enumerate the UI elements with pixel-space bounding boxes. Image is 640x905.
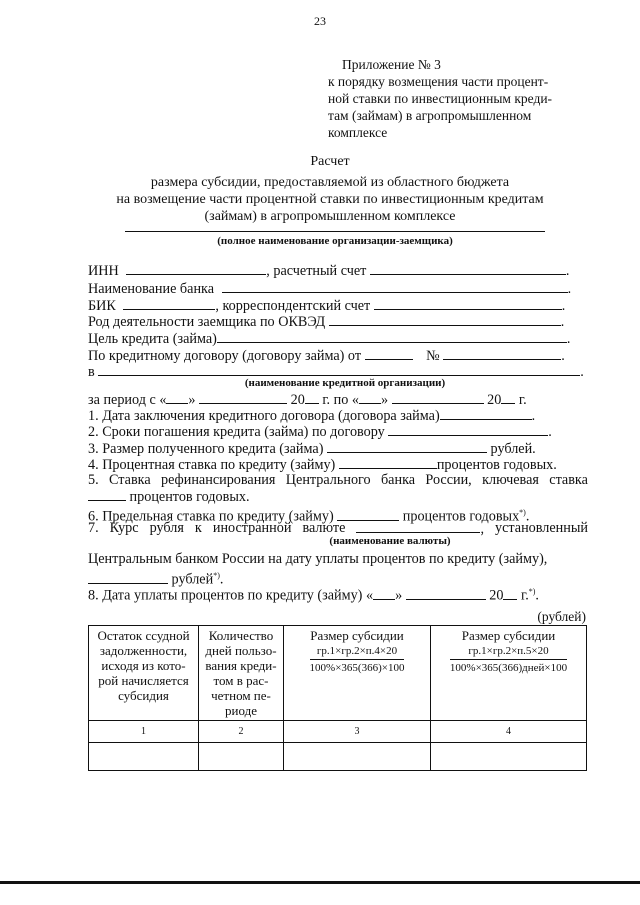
- bik-row: БИК , корреспондентский счет .: [88, 298, 566, 314]
- document-title: [60, 153, 600, 225]
- item-3-label: 3. Размер полученного кредита (займа): [88, 441, 324, 457]
- unit-label: (рублей): [537, 609, 586, 624]
- bank-name-field[interactable]: [222, 280, 568, 293]
- year-prefix: 20: [487, 392, 502, 408]
- appendix-line: там (займам) в агропромышленном: [328, 108, 532, 123]
- item-8-label: 8. Дата уплаты процентов по кредиту (займу) «: [88, 587, 374, 604]
- item-1-field[interactable]: [440, 407, 532, 420]
- table-row: [89, 743, 587, 771]
- table-cell[interactable]: [89, 743, 199, 771]
- credit-org-caption: (наименование кредитной организации): [244, 377, 446, 389]
- purpose-field[interactable]: [217, 330, 567, 343]
- item-7-word: рубля: [149, 520, 184, 536]
- item-5: [88, 472, 588, 489]
- item-7-rub: рублей: [171, 571, 214, 588]
- table-cell[interactable]: [199, 743, 284, 771]
- item-2-label: 2. Сроки погашения кредита (займа) по договору: [88, 424, 385, 440]
- period-from-day[interactable]: [166, 391, 188, 404]
- inn-label: ИНН: [88, 263, 119, 279]
- account-field[interactable]: [370, 262, 566, 275]
- currency-caption: (наименование валюты): [329, 535, 451, 547]
- corr-account-label: , корреспондентский счет: [215, 298, 371, 314]
- item-8: 8. Дата уплаты процентов по кредиту (займу) « » 20 г.*).: [88, 587, 539, 604]
- table-header-row: [89, 626, 587, 721]
- purpose-row: Цель кредита (займа) .: [88, 331, 571, 347]
- table-number-row: [89, 721, 587, 743]
- credit-org-row: в .: [88, 364, 584, 380]
- item-1-label: 1. Дата заключения кредитного договора (договора займа): [88, 408, 440, 424]
- appendix-title: Приложение № 3: [342, 57, 441, 72]
- item-8-year[interactable]: [503, 587, 517, 600]
- item-4-unit: процентов годовых.: [436, 457, 557, 473]
- footnote-mark: *): [213, 571, 220, 580]
- in-label: в: [88, 364, 95, 380]
- item-5-field[interactable]: [88, 488, 126, 501]
- column-number: 1: [89, 721, 199, 743]
- item-7-word: валюте: [302, 520, 346, 536]
- item-2: 2. Сроки погашения кредита (займа) по договору .: [88, 424, 552, 440]
- inn-row: ИНН , расчетный счет .: [88, 263, 570, 279]
- quote-close: »: [395, 587, 403, 604]
- item-7-line3: рублей*).: [88, 567, 588, 589]
- item-7-line2: Центральным банком России на дату уплаты процентов по кредиту (займу),: [88, 551, 548, 567]
- footnote-mark: *): [528, 587, 536, 596]
- okved-field[interactable]: [329, 313, 561, 326]
- item-5-word: 5.: [88, 472, 99, 488]
- bank-name-label: Наименование банка: [88, 281, 215, 297]
- appendix-line: к порядку возмещения части процент-: [328, 74, 549, 89]
- corr-account-field[interactable]: [374, 297, 562, 310]
- title-heading: Расчет: [310, 154, 350, 169]
- header-subsidy-2-label: Размер субсидии: [461, 628, 556, 643]
- item-5-word: Ставка: [109, 472, 151, 488]
- header-subsidy-2: [431, 626, 587, 721]
- item-5-word: ставка: [549, 472, 588, 488]
- appendix-line: ной ставки по инвестиционным креди-: [328, 91, 553, 106]
- column-number: 3: [284, 721, 431, 743]
- item-8-day[interactable]: [373, 587, 395, 600]
- item-5-word: банка: [380, 472, 416, 488]
- formula-2-numerator: гр.1×гр.2×п.5×20: [450, 645, 567, 660]
- header-balance: Остаток ссудной задолженности, исходя из кото- рой начисляется субсидия: [89, 626, 199, 721]
- title-line: на возмещение части процентной ставки по инвестиционным кредитам: [116, 192, 544, 207]
- contract-no-label: №: [426, 348, 440, 364]
- year-prefix: 20: [489, 587, 504, 604]
- formula-2-denominator: 100%×365(366)дней×100: [449, 662, 568, 674]
- year-suffix: г.: [518, 392, 527, 408]
- item-3-field[interactable]: [327, 440, 487, 453]
- page-number: 23: [314, 14, 326, 28]
- item-2-field[interactable]: [388, 423, 548, 436]
- purpose-label: Цель кредита (займа): [88, 331, 217, 347]
- column-number: 4: [431, 721, 587, 743]
- year-prefix: 20: [290, 392, 305, 408]
- item-5-unit: процентов годовых.: [129, 489, 250, 505]
- period-from-year[interactable]: [305, 391, 319, 404]
- quote-close: »: [188, 392, 196, 408]
- period-from-month[interactable]: [199, 391, 287, 404]
- formula-2: [450, 645, 567, 675]
- item-6-unit: процентов годовых: [402, 508, 520, 525]
- table-cell[interactable]: [431, 743, 587, 771]
- footnote-mark: *): [519, 508, 526, 517]
- item-5-word: рефинансирования: [160, 472, 276, 488]
- quote-close: »: [380, 392, 389, 408]
- org-name-line[interactable]: [125, 231, 545, 232]
- inn-field[interactable]: [126, 262, 266, 275]
- header-days: Количество дней пользо- вания креди- том в рас- четном пе- риоде: [199, 626, 284, 721]
- credit-org-field[interactable]: [98, 363, 580, 376]
- appendix-block: [328, 56, 588, 141]
- period-to-day[interactable]: [359, 391, 381, 404]
- item-7-word: иностранной: [212, 520, 292, 536]
- contract-label: По кредитному договору (договору займа) от: [88, 348, 362, 364]
- bank-name-row: Наименование банка .: [88, 281, 572, 297]
- period-from-label: за период с «: [88, 392, 167, 408]
- title-line: (займам) в агропромышленном комплексе: [204, 209, 456, 224]
- title-line: размера субсидии, предоставляемой из областного бюджета: [150, 175, 510, 190]
- bik-field[interactable]: [123, 297, 215, 310]
- item-6: 6. Предельная ставка по кредиту (займу) процентов годовых*).: [88, 508, 530, 525]
- contract-date-field[interactable]: [365, 347, 413, 360]
- formula-1-denominator: 100%×365(366)×100: [309, 662, 405, 674]
- header-subsidy-1-label: Размер субсидии: [310, 628, 404, 643]
- period-to-label: г. по «: [322, 392, 359, 408]
- year-suffix: г.: [520, 587, 529, 604]
- item-7-tail: установленный: [495, 520, 588, 536]
- appendix-line: комплексе: [328, 125, 388, 140]
- item-3-unit: рублей.: [490, 441, 536, 457]
- formula-1: [310, 645, 405, 675]
- item-5-word: России,: [425, 472, 472, 488]
- item-8-month[interactable]: [406, 587, 486, 600]
- account-label: , расчетный счет: [266, 263, 367, 279]
- item-6-label: 6. Предельная ставка по кредиту (займу): [88, 508, 334, 525]
- org-name-caption: (полное наименование организации-заемщика): [217, 235, 453, 247]
- item-7-word: 7.: [88, 520, 99, 536]
- bik-label: БИК: [88, 298, 116, 314]
- header-subsidy-1: [284, 626, 431, 721]
- item-5-word: Центрального: [285, 472, 371, 488]
- currency-field[interactable]: [356, 520, 480, 533]
- item-1: 1. Дата заключения кредитного договора (договора займа) .: [88, 408, 536, 424]
- item-4-label: 4. Процентная ставка по кредиту (займу): [88, 457, 336, 473]
- exchange-rate-field[interactable]: [88, 571, 168, 584]
- item-6-field[interactable]: [337, 508, 399, 521]
- contract-row: По кредитному договору (договору займа) от № .: [88, 348, 565, 364]
- table-cell[interactable]: [284, 743, 431, 771]
- okved-label: Род деятельности заемщика по ОКВЭД: [88, 314, 326, 330]
- bottom-rule: [0, 881, 640, 884]
- column-number: 2: [199, 721, 284, 743]
- contract-no-field[interactable]: [443, 347, 561, 360]
- period-to-month[interactable]: [392, 391, 484, 404]
- item-7-word: к: [194, 520, 202, 536]
- item-4-field[interactable]: [339, 456, 437, 469]
- item-5-word: ключевая: [482, 472, 539, 488]
- period-to-year[interactable]: [501, 391, 515, 404]
- item-7: 7. Курс рубля к иностранной валюте , установленный: [88, 520, 588, 537]
- formula-1-numerator: гр.1×гр.2×п.4×20: [310, 645, 405, 660]
- item-7-word: Курс: [109, 520, 139, 536]
- subsidy-table: [88, 625, 587, 771]
- okved-row: Род деятельности заемщика по ОКВЭД .: [88, 314, 565, 330]
